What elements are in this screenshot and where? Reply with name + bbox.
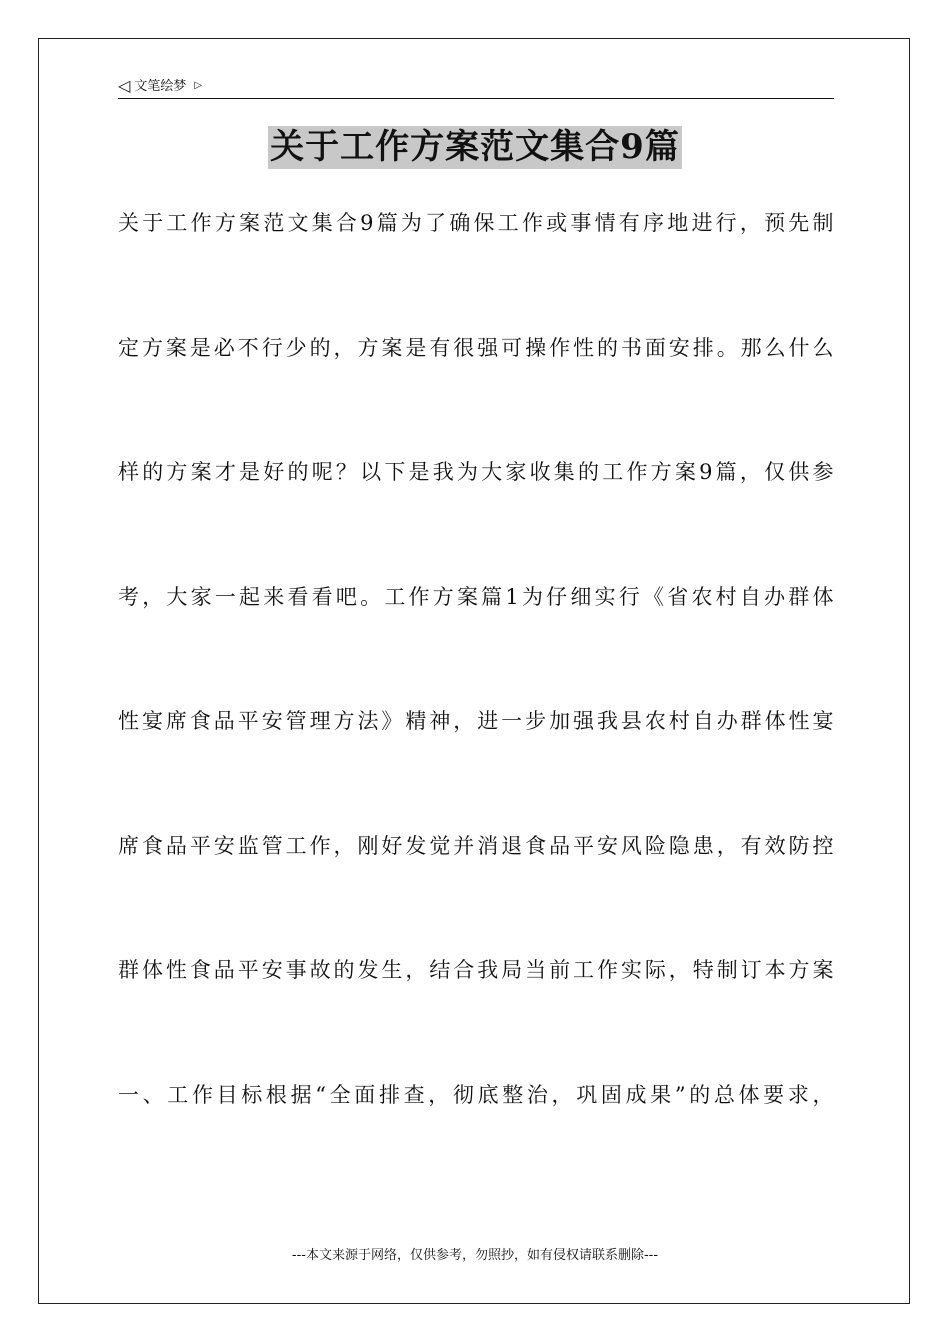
body-line: 性宴席食品平安管理方法》精神，进一步加强我县农村自办群体性宴 [118, 709, 834, 733]
header-brand: 文笔绘梦 [134, 78, 187, 94]
title-container [0, 126, 950, 169]
body-line: 定方案是必不行少的，方案是有很强可操作性的书面安排。那么什么 [118, 335, 834, 360]
right-triangle-icon: ▷ [194, 80, 203, 91]
body-line: 群体性食品平安事故的发生，结合我局当前工作实际，特制订本方案 [118, 958, 834, 982]
document-title: 关于工作方案范文集合9篇 [268, 126, 682, 169]
page-footer: ---本文来源于网络，仅供参考，勿照抄，如有侵权请联系删除--- [291, 1248, 659, 1263]
body-line: 关于工作方案范文集合9篇为了确保工作或事情有序地进行，预先制 [118, 211, 834, 235]
body-line: 一、工作目标根据“全面排查，彻底整治，巩固成果”的总体要求， [118, 1082, 834, 1107]
page-header [118, 74, 834, 99]
left-triangle-icon: ◁ [118, 76, 131, 95]
body-line: 样的方案才是好的呢？以下是我为大家收集的工作方案9篇，仅供参 [118, 460, 834, 484]
body-line: 席食品平安监管工作，刚好发觉并消退食品平安风险隐患，有效防控 [118, 833, 834, 858]
document-body [118, 205, 834, 1201]
body-line: 考，大家一起来看看吧。工作方案篇1为仔细实行《省农村自办群体 [118, 584, 834, 609]
